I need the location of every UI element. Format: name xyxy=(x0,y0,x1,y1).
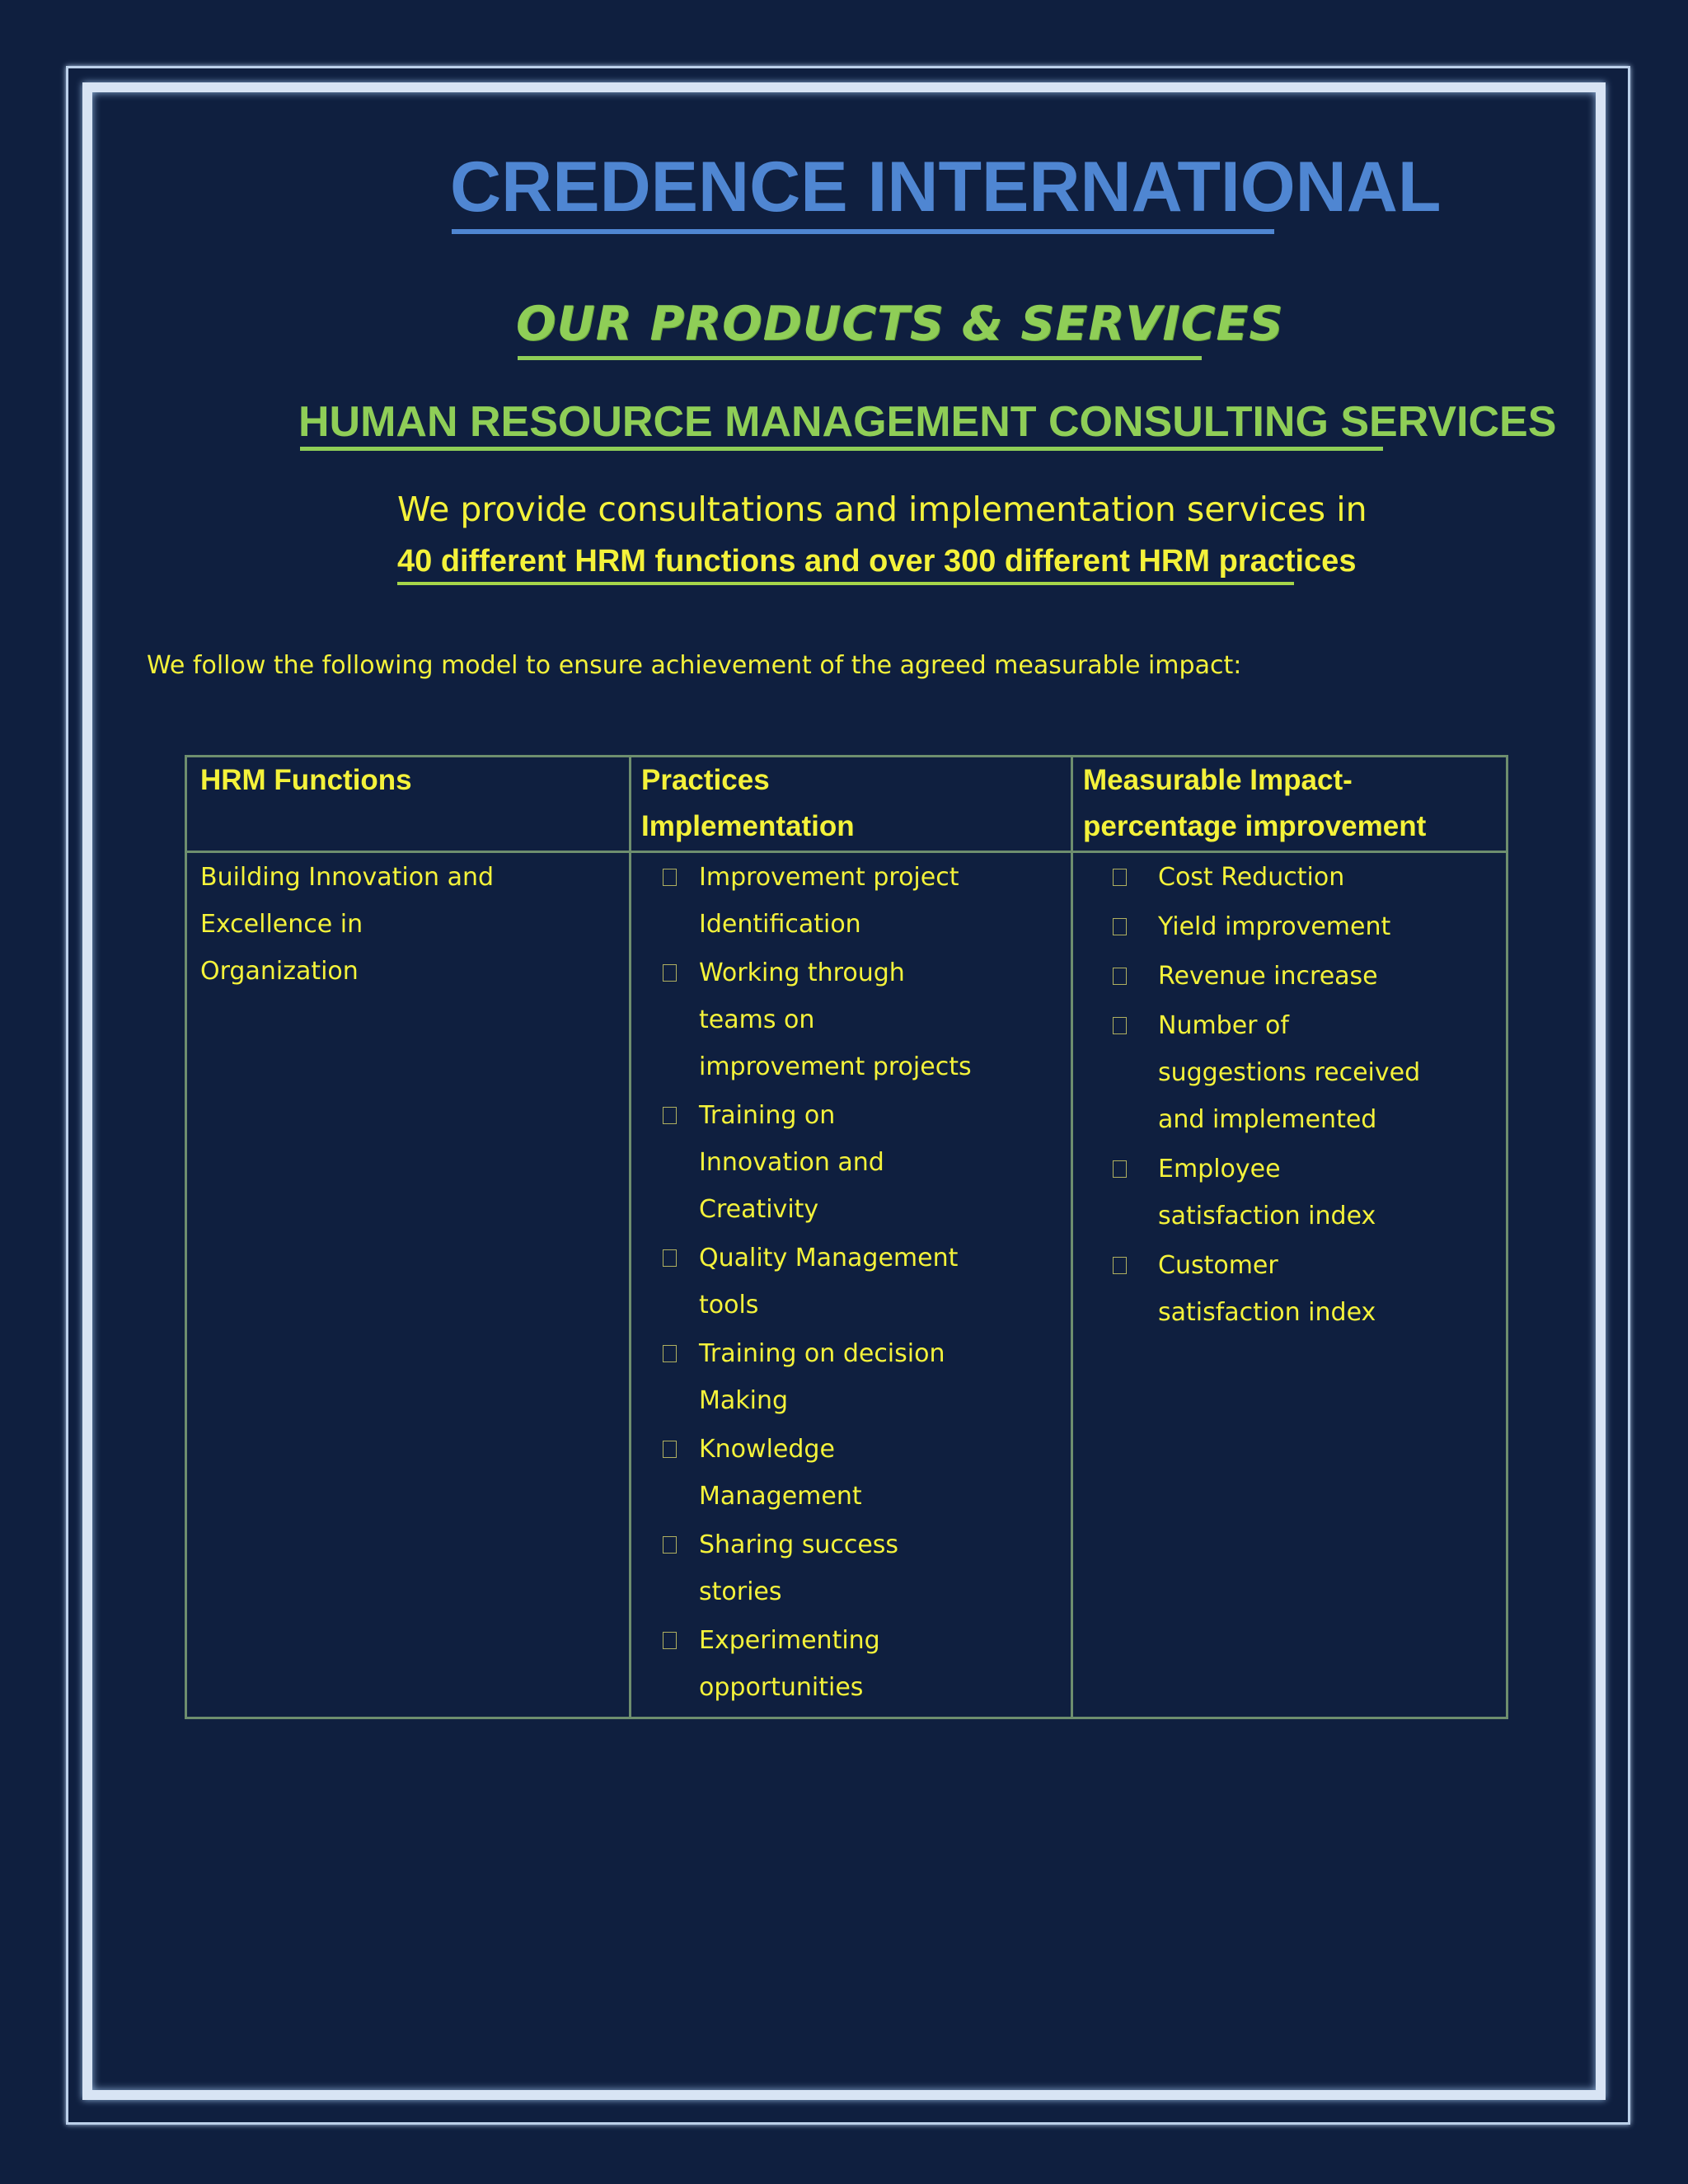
checkbox-bullet-icon xyxy=(663,869,677,886)
checkbox-bullet-icon xyxy=(1113,1257,1127,1274)
practice-item xyxy=(663,1330,972,1424)
practice-item xyxy=(663,1092,972,1233)
checkbox-bullet-icon xyxy=(663,1441,677,1458)
checkbox-bullet-icon xyxy=(1113,869,1127,886)
checkbox-bullet-icon xyxy=(1113,918,1127,935)
bullet-line: tools xyxy=(699,1291,759,1319)
hrm-model-table xyxy=(185,755,1508,1719)
intro-line-2: 40 different HRM functions and over 300 different HRM practices xyxy=(397,544,1357,579)
bullet-line: Revenue increase xyxy=(1158,962,1378,991)
header-hrm-functions: HRM Functions xyxy=(200,764,412,796)
bullet-line: opportunities xyxy=(699,1673,864,1702)
products-heading-underline xyxy=(518,356,1202,360)
bullet-line: suggestions received xyxy=(1158,1058,1421,1087)
bullet-line: Quality Management xyxy=(699,1244,959,1272)
products-services-heading: OUR PRODUCTS & SERVICES xyxy=(516,297,1284,351)
bullet-line: Knowledge xyxy=(699,1435,835,1464)
practice-item xyxy=(663,1617,972,1711)
bullet-line: Training on xyxy=(699,1101,836,1130)
practice-item xyxy=(663,949,972,1090)
checkbox-bullet-icon xyxy=(663,964,677,982)
bullet-line: Sharing success xyxy=(699,1530,899,1559)
function-cell xyxy=(200,854,494,995)
impact-item xyxy=(1113,854,1420,901)
model-statement: We follow the following model to ensure achievement of the agreed measurable impact: xyxy=(147,651,1242,680)
hrm-consulting-heading: HUMAN RESOURCE MANAGEMENT CONSULTING SERVICES xyxy=(298,398,1557,446)
checkbox-bullet-icon xyxy=(1113,968,1127,985)
bullet-line: and implemented xyxy=(1158,1105,1377,1134)
bullet-line: Number of xyxy=(1158,1011,1289,1040)
bullet-line: stories xyxy=(699,1577,782,1606)
impact-list xyxy=(1113,854,1420,1336)
practice-item xyxy=(663,1521,972,1615)
header-practices xyxy=(641,757,855,850)
impact-item xyxy=(1113,903,1420,950)
bullet-line: Identification xyxy=(699,910,861,939)
checkbox-bullet-icon xyxy=(663,1536,677,1554)
header-impact-line2: percentage improvement xyxy=(1083,810,1427,842)
bullet-line: improvement projects xyxy=(699,1052,972,1081)
bullet-line: teams on xyxy=(699,1005,815,1034)
intro-underline xyxy=(397,582,1294,585)
checkbox-bullet-icon xyxy=(663,1249,677,1267)
company-title: CREDENCE INTERNATIONAL xyxy=(450,148,1442,227)
bullet-line: Improvement project xyxy=(699,863,959,892)
impact-item xyxy=(1113,1242,1420,1336)
bullet-line: satisfaction index xyxy=(1158,1298,1376,1327)
bullet-line: satisfaction index xyxy=(1158,1202,1376,1230)
hrm-heading-underline xyxy=(300,447,1383,451)
intro-line-1: We provide consultations and implementation services in xyxy=(397,490,1367,529)
impact-item xyxy=(1113,1002,1420,1143)
practice-item xyxy=(663,1426,972,1520)
bullet-line: Training on decision xyxy=(699,1339,945,1368)
bullet-line: Employee xyxy=(1158,1155,1281,1183)
bullet-line: Making xyxy=(699,1386,789,1415)
company-title-underline xyxy=(452,229,1274,234)
header-impact xyxy=(1083,757,1426,850)
header-impact-line1: Measurable Impact- xyxy=(1083,764,1353,796)
column-practices xyxy=(629,757,1073,1717)
checkbox-bullet-icon xyxy=(663,1107,677,1124)
checkbox-bullet-icon xyxy=(1113,1160,1127,1178)
bullet-line: Experimenting xyxy=(699,1626,880,1655)
checkbox-bullet-icon xyxy=(663,1632,677,1649)
practice-item xyxy=(663,854,972,948)
bullet-line: Cost Reduction xyxy=(1158,863,1345,892)
column-hrm-functions xyxy=(187,757,629,1717)
function-line: Organization xyxy=(200,957,359,986)
practices-list xyxy=(663,854,972,1711)
checkbox-bullet-icon xyxy=(1113,1017,1127,1034)
header-practices-line1: Practices xyxy=(641,764,770,796)
column-measurable-impact xyxy=(1071,757,1508,1717)
bullet-line: Customer xyxy=(1158,1251,1278,1280)
header-practices-line2: Implementation xyxy=(641,810,855,842)
function-line: Excellence in xyxy=(200,910,363,939)
bullet-line: Working through xyxy=(699,958,905,987)
practice-item xyxy=(663,1235,972,1329)
bullet-line: Yield improvement xyxy=(1158,912,1391,941)
function-line: Building Innovation and xyxy=(200,863,495,892)
impact-item xyxy=(1113,1146,1420,1240)
checkbox-bullet-icon xyxy=(663,1345,677,1362)
bullet-line: Creativity xyxy=(699,1195,819,1224)
bullet-line: Management xyxy=(699,1482,862,1511)
bullet-line: Innovation and xyxy=(699,1148,884,1177)
impact-item xyxy=(1113,953,1420,1000)
